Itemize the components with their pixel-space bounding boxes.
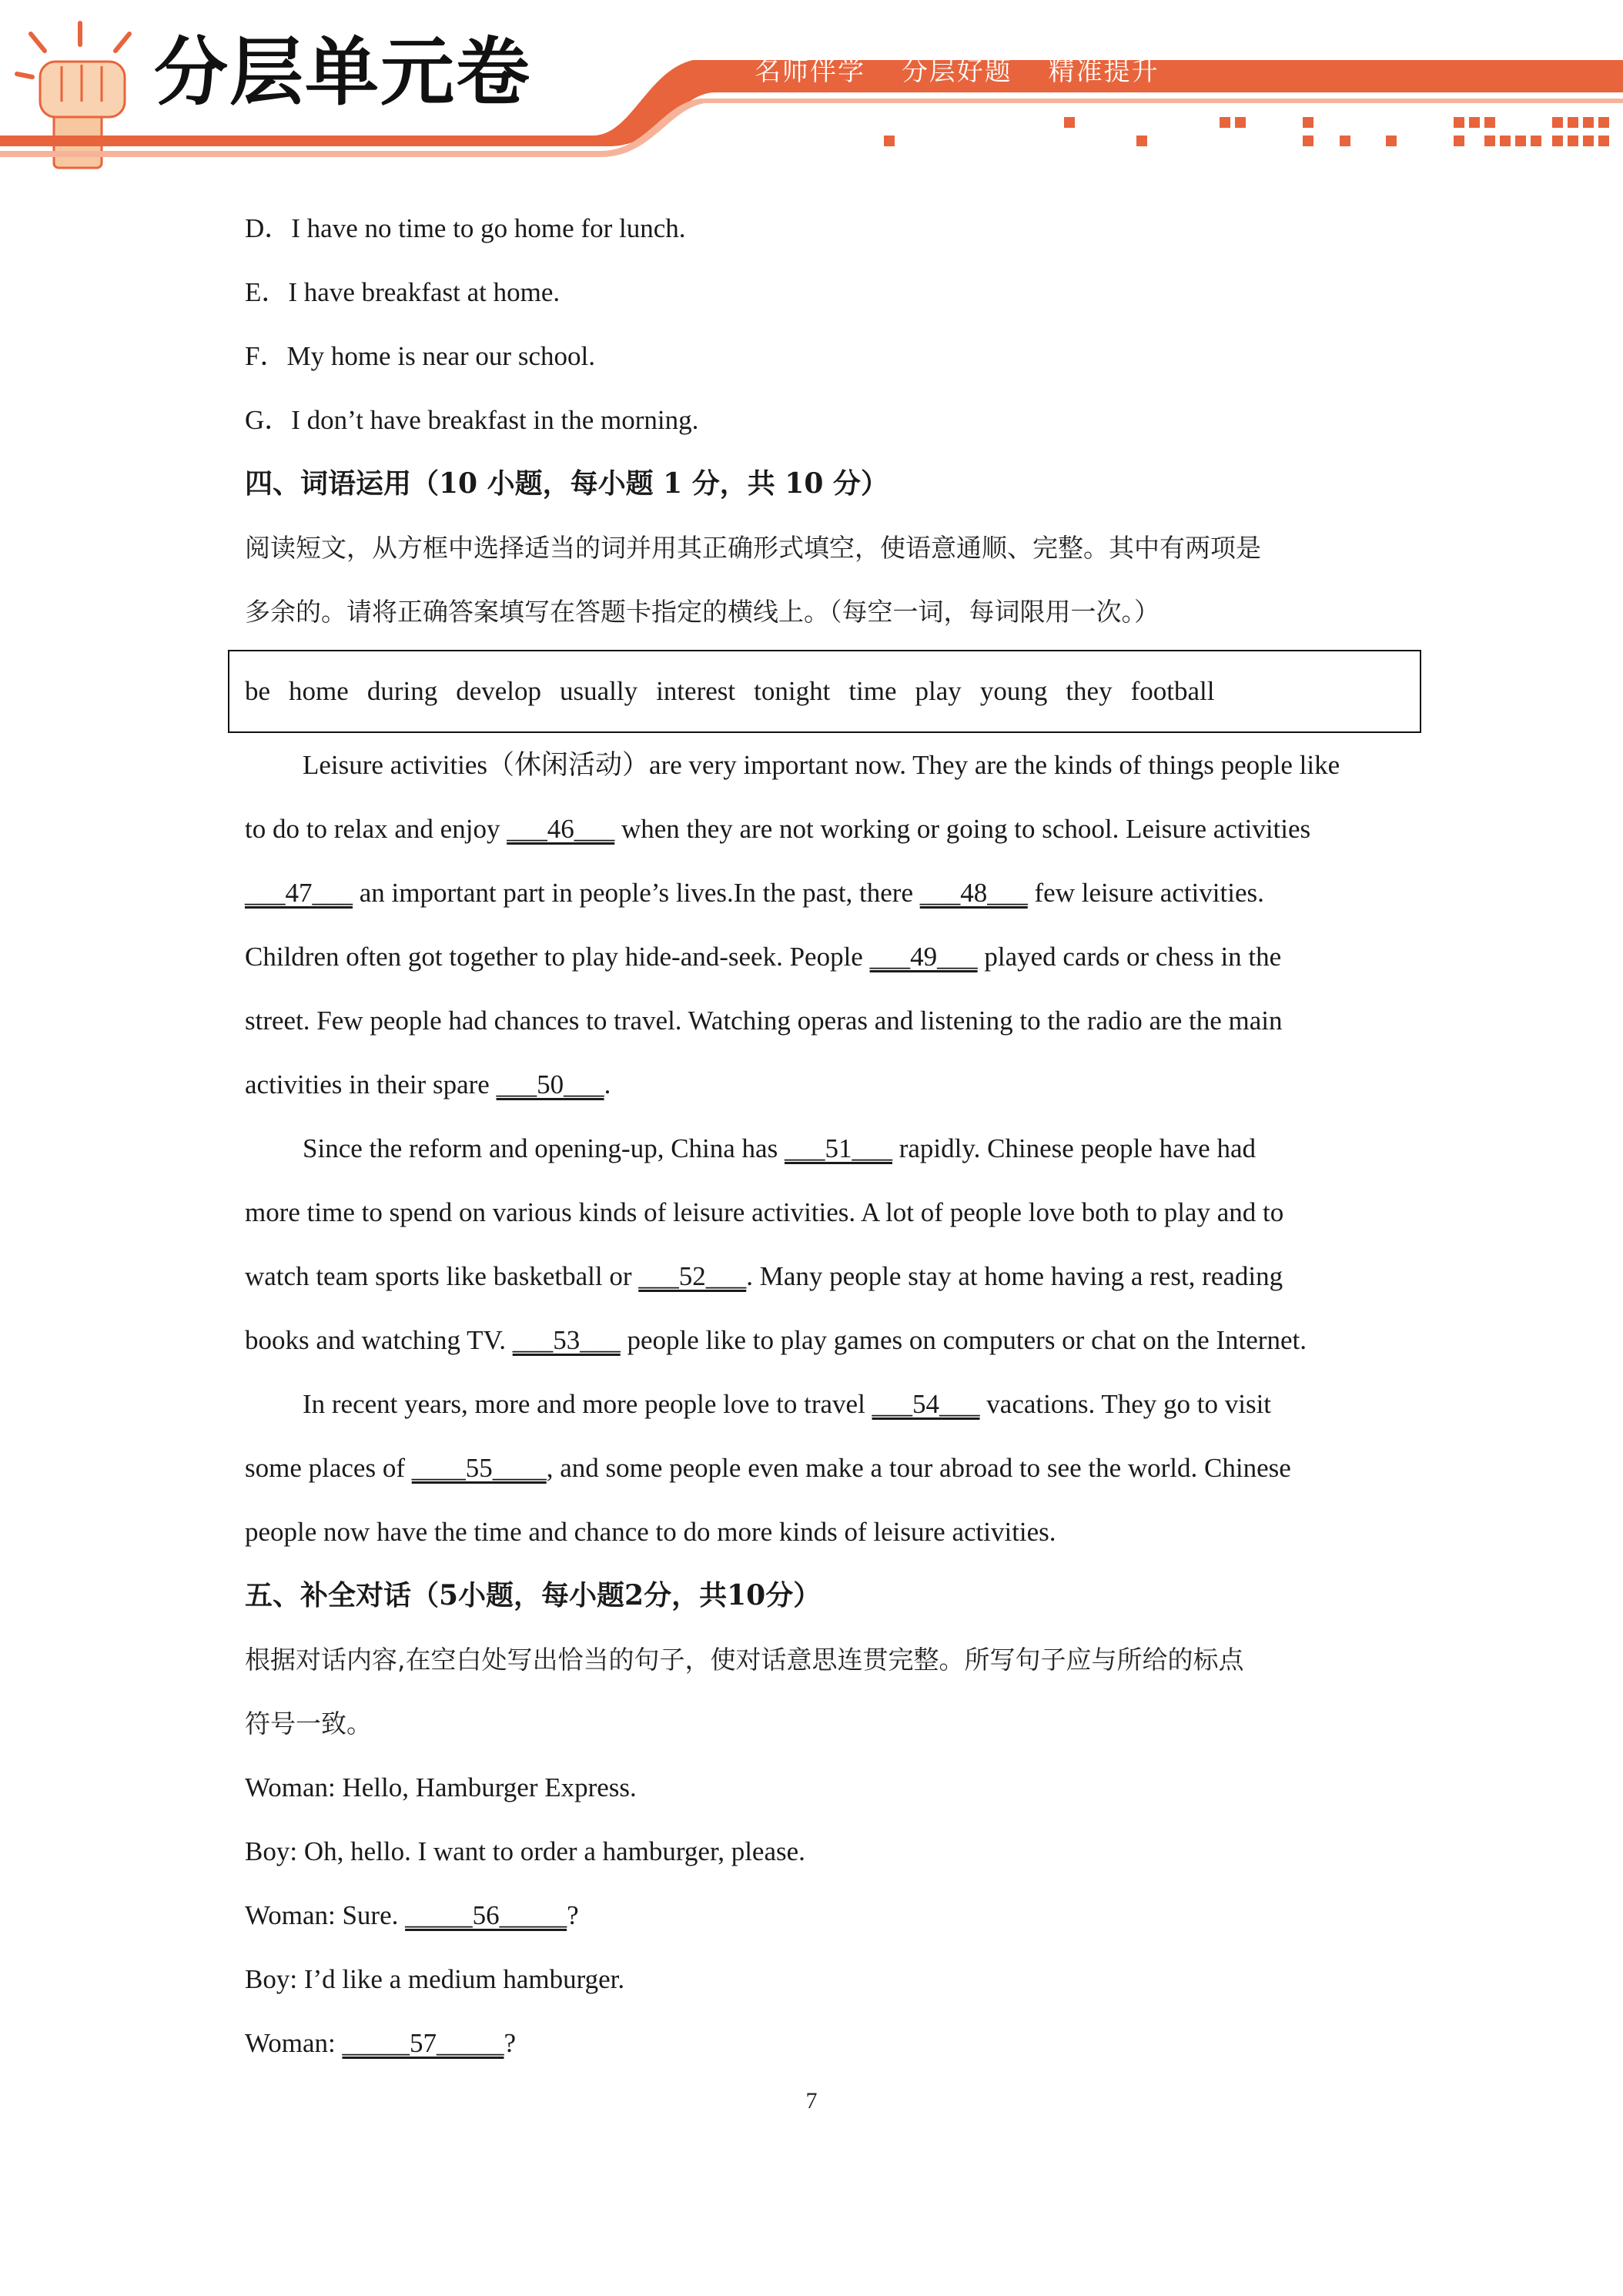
- blank-52: ___52___: [638, 1261, 747, 1291]
- word-bank-item: they: [1066, 676, 1113, 706]
- section-4-instruction-1: 阅读短文，从方框中选择适当的词并用其正确形式填空，使语意通顺、完整。其中有两项是: [245, 533, 1261, 563]
- word-bank-item: be: [245, 676, 271, 706]
- blank-50: ___50___: [496, 1069, 604, 1099]
- slogan-item: 精准提升: [1048, 56, 1160, 87]
- passage-line: to do to relax and enjoy ___46___ when they are not working or going to school. Leisure activities: [245, 797, 1423, 861]
- section-5-instruction-2: 符号一致。: [245, 1709, 372, 1739]
- blank-48: ___48___: [919, 878, 1028, 908]
- word-bank-item: time: [848, 676, 897, 706]
- passage-line: activities in their spare ___50___.: [245, 1053, 1423, 1116]
- word-bank-item: during: [366, 676, 438, 706]
- option-f: F．My home is near our school.: [245, 341, 595, 371]
- passage-line: Children often got together to play hide-and-seek. People ___49___ played cards or chess in the: [245, 925, 1423, 989]
- word-bank-item: develop: [456, 676, 541, 706]
- section-5-heading: 五、补全对话（5小题，每小题2分，共10分）: [245, 1579, 822, 1612]
- blank-54: ___54___: [872, 1389, 980, 1419]
- word-bank-item: young: [979, 676, 1048, 706]
- word-bank-item: interest: [656, 676, 736, 706]
- passage-line: books and watching TV. ___53___ people like to play games on computers or chat on the Internet.: [245, 1308, 1423, 1372]
- blank-46: ___46___: [507, 814, 615, 844]
- word-bank-item: tonight: [754, 676, 831, 706]
- passage-line: people now have the time and chance to do more kinds of leisure activities.: [245, 1517, 1056, 1547]
- option-g: G．I don’t have breakfast in the morning.: [245, 405, 699, 435]
- passage-line: watch team sports like basketball or ___52___. Many people stay at home having a rest, reading: [245, 1244, 1423, 1308]
- word-bank-item: usually: [560, 676, 638, 706]
- slogan-item: 名师伴学: [755, 56, 865, 87]
- blank-47: ___47___: [245, 878, 353, 908]
- dialogue-line: Woman: Hello, Hamburger Express.: [245, 1772, 637, 1802]
- brand-title: 分层单元卷: [154, 29, 531, 115]
- blank-56: _____56_____: [405, 1900, 567, 1930]
- word-bank-item: football: [1130, 676, 1215, 706]
- blank-53: ___53___: [512, 1325, 621, 1355]
- page-content: [245, 196, 1423, 2075]
- page-header: [0, 0, 1623, 177]
- passage-line: In recent years, more and more people love to travel ___54___ vacations. They go to visit: [245, 1372, 1423, 1436]
- dialogue-line: Boy: I’d like a medium hamburger.: [245, 1964, 625, 1994]
- header-slogan: [755, 56, 1186, 87]
- section-5-instruction-1: 根据对话内容,在空白处写出恰当的句子，使对话意思连贯完整。所写句子应与所给的标点: [245, 1645, 1244, 1675]
- passage-line: more time to spend on various kinds of leisure activities. A lot of people love both to play and to: [245, 1197, 1284, 1227]
- section-4-heading: 四、词语运用（10 小题，每小题 1 分，共 10 分）: [245, 467, 888, 500]
- dialogue-line: Boy: Oh, hello. I want to order a hamburger, please.: [245, 1836, 805, 1866]
- blank-51: ___51___: [784, 1133, 892, 1163]
- dialogue-line: Woman: Sure. _____56_____?: [245, 1883, 1423, 1947]
- blank-55: ____55____: [411, 1453, 547, 1483]
- passage-line: Leisure activities（休闲活动）are very important now. They are the kinds of things people like: [303, 750, 1340, 780]
- passage-line: street. Few people had chances to travel. Watching operas and listening to the radio are the main: [245, 1006, 1283, 1036]
- dialogue-line: Woman: _____57_____?: [245, 2011, 1423, 2075]
- word-bank-item: home: [289, 676, 349, 706]
- pixel-decoration: [884, 117, 1609, 146]
- passage-line: ___47___ an important part in people’s lives.In the past, there ___48___ few leisure activities.: [245, 861, 1423, 925]
- option-d: D．I have no time to go home for lunch.: [245, 213, 686, 243]
- passage-line: some places of ____55____, and some people even make a tour abroad to see the world. Chinese: [245, 1436, 1423, 1500]
- slogan-item: 分层好题: [901, 56, 1012, 87]
- passage-line: Since the reform and opening-up, China has ___51___ rapidly. Chinese people have had: [245, 1116, 1423, 1180]
- option-e: E．I have breakfast at home.: [245, 277, 561, 307]
- page-number: 7: [805, 2088, 818, 2114]
- section-4-instruction-2: 多余的。请将正确答案填写在答题卡指定的横线上。（每空一词，每词限用一次。）: [245, 597, 1160, 627]
- blank-49: ___49___: [869, 942, 978, 972]
- blank-57: _____57_____: [342, 2028, 504, 2058]
- word-bank-item: play: [915, 676, 962, 706]
- word-bank-box: [228, 650, 1421, 733]
